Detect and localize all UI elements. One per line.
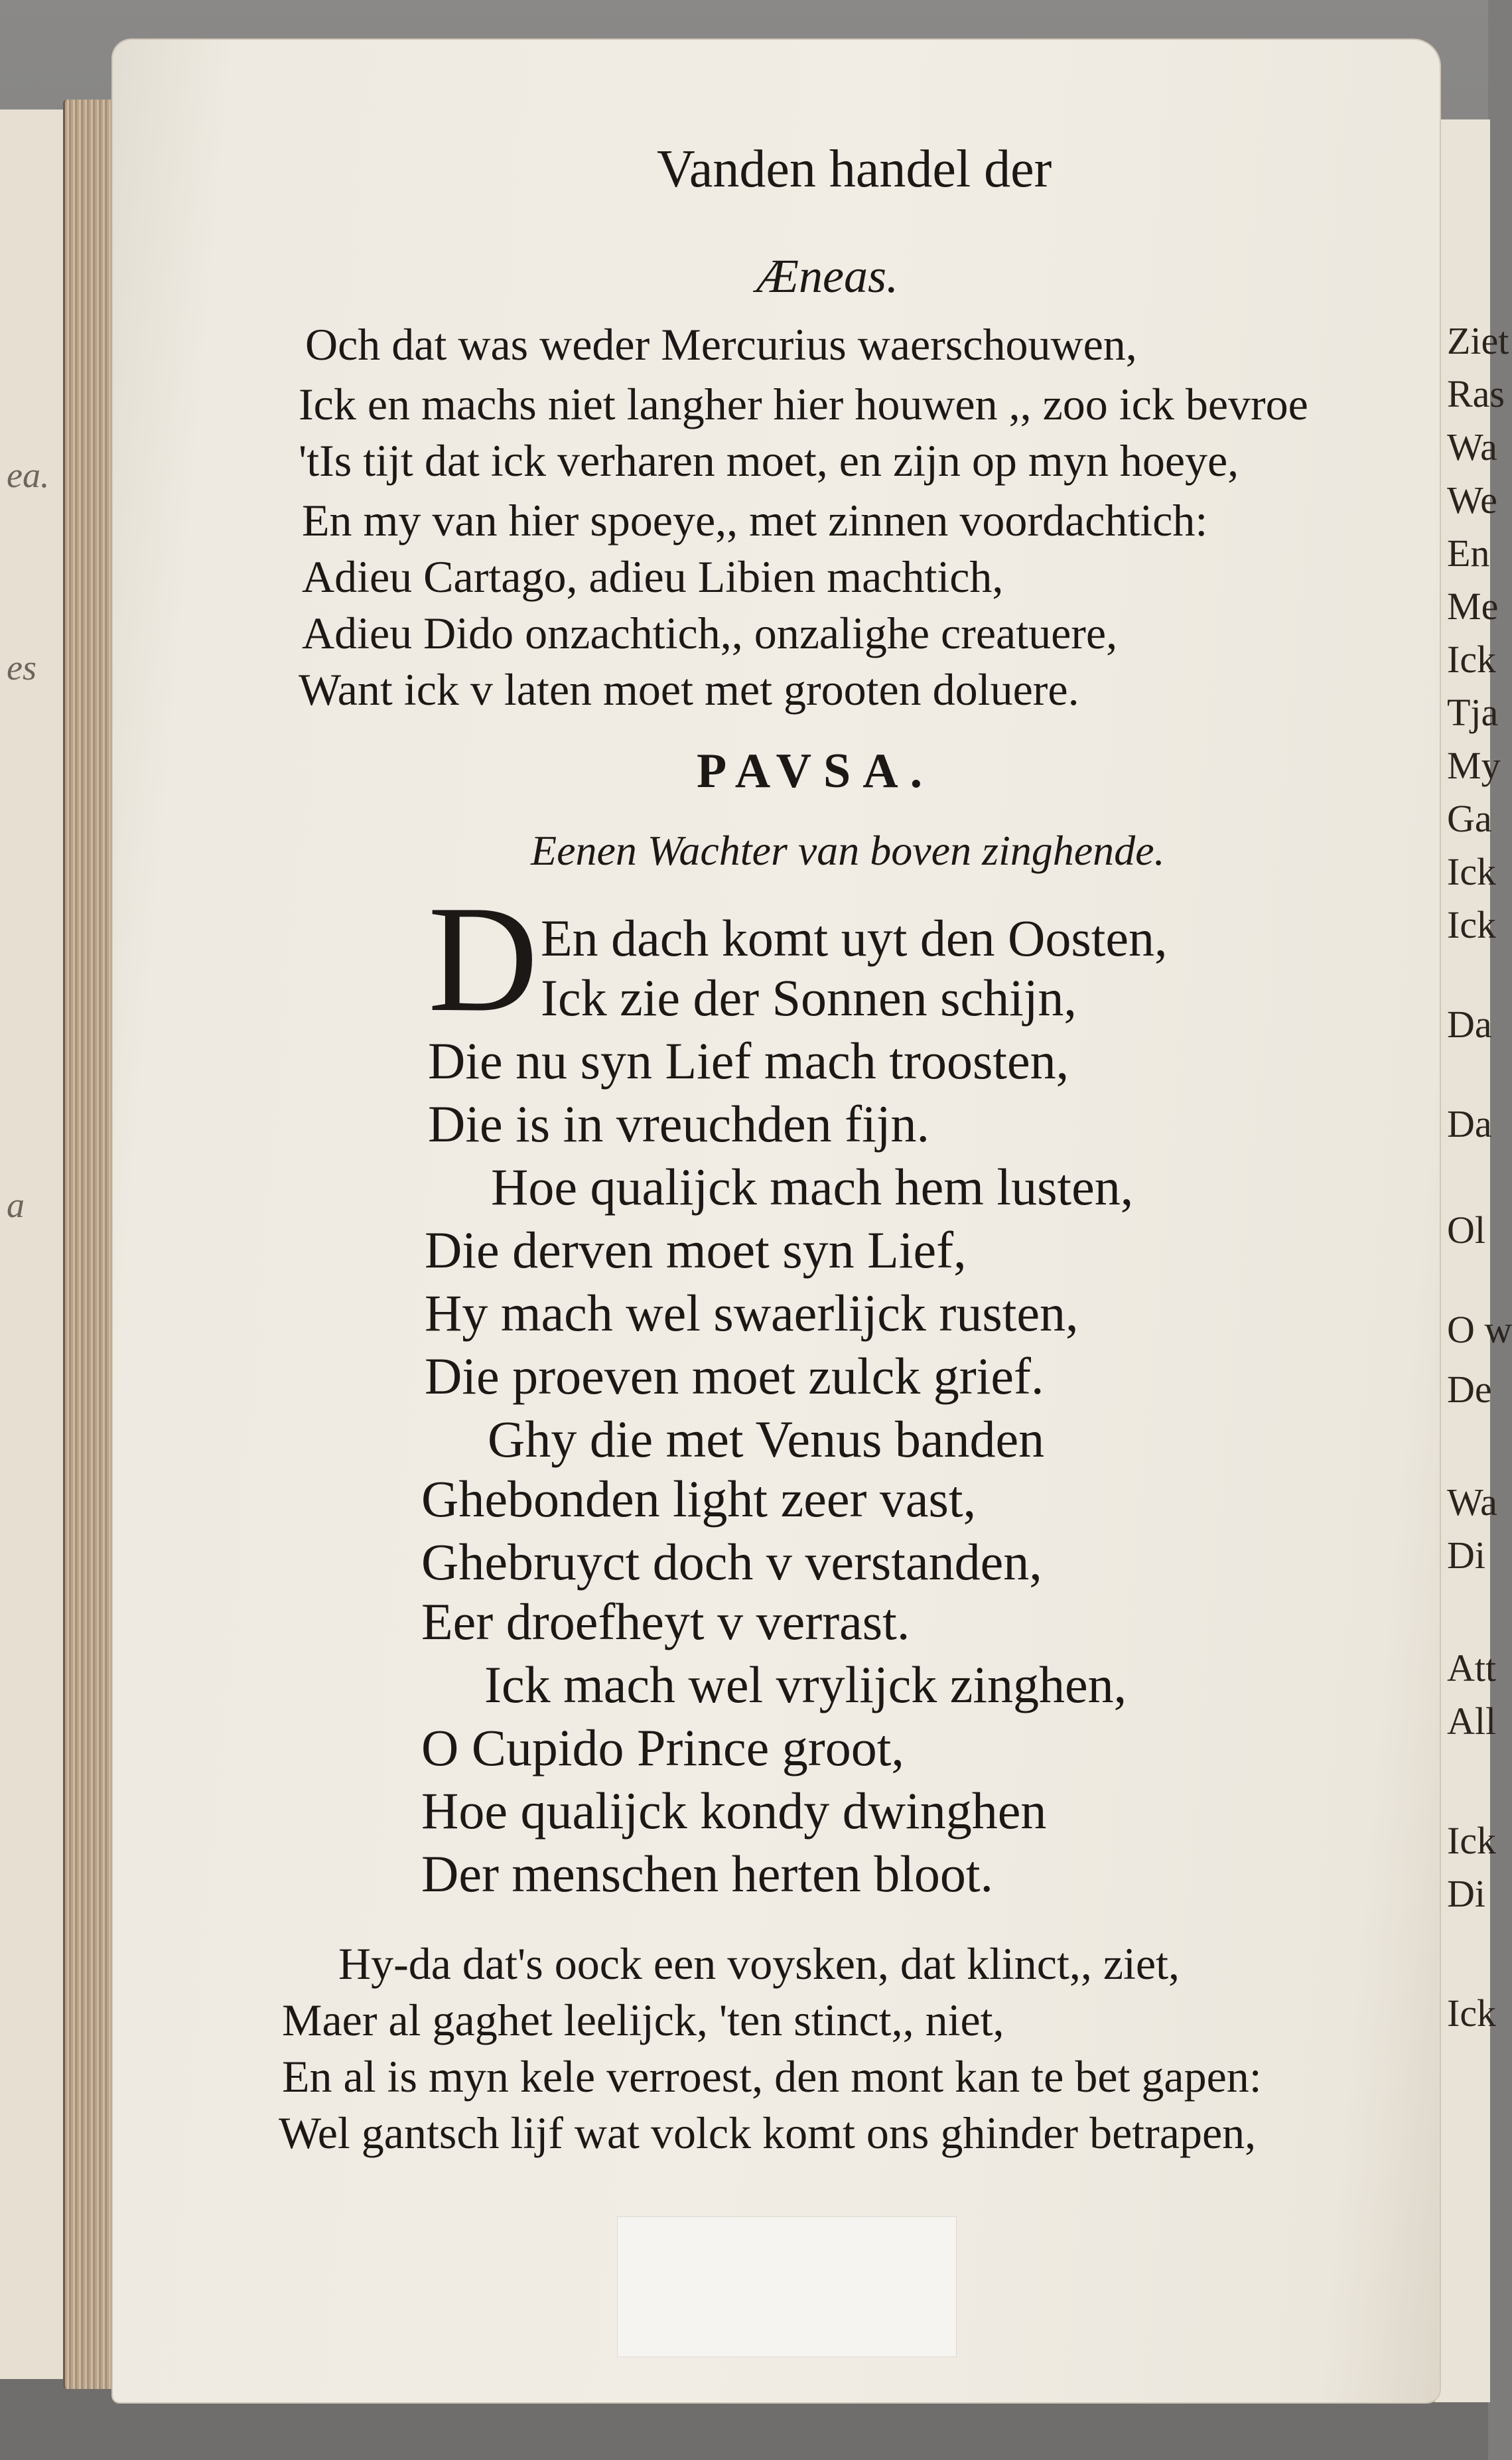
song-line: Ghy die met Venus banden: [488, 1410, 1045, 1468]
verse-line: 'tIs tijt dat ick verharen moet, en zijn op myn hoeye,: [299, 435, 1239, 486]
next-page-fragment: Ick: [1447, 1991, 1497, 2035]
next-page-fragment: My: [1447, 744, 1501, 787]
prev-fragment: es: [7, 648, 36, 687]
next-page-fragment: Ick: [1447, 1819, 1497, 1862]
next-page-fragment: Wa: [1447, 425, 1497, 469]
song-line: Ghebruyct doch v verstanden,: [421, 1533, 1042, 1591]
next-page-fragment: We: [1447, 478, 1497, 522]
next-page-edge: [1433, 119, 1512, 2402]
book-page: [113, 40, 1440, 2402]
next-page-fragment: Ick: [1447, 850, 1497, 893]
prev-fragment: a: [7, 1185, 25, 1225]
song-line: Die is in vreuchden fijn.: [428, 1095, 929, 1153]
speaker-pausa: PAVSA.: [697, 744, 935, 798]
next-page-fragment: O w: [1447, 1308, 1512, 1351]
running-header: Vanden handel der: [657, 140, 1052, 198]
next-page-fragment: Ol: [1447, 1208, 1485, 1252]
song-line: Ghebonden light zeer vast,: [421, 1470, 977, 1528]
next-page-fragment: Ick: [1447, 903, 1497, 946]
next-page-fragment: Ick: [1447, 638, 1497, 681]
next-page-fragment: De: [1447, 1368, 1492, 1411]
verse-line: Adieu Cartago, adieu Libien machtich,: [302, 551, 1004, 602]
verse-line: En my van hier spoeye,, met zinnen voordachtich:: [302, 495, 1208, 545]
verse-line: Adieu Dido onzachtich,, onzalighe creatuere,: [302, 608, 1118, 658]
next-page-fragment: Di: [1447, 1872, 1485, 1915]
song-line: O Cupido Prince groot,: [421, 1719, 904, 1776]
next-page-fragment: Ga: [1447, 797, 1492, 840]
next-page-fragment: Ras: [1447, 372, 1505, 415]
prev-fragment: ea.: [7, 455, 50, 495]
next-page-fragment: Att: [1447, 1646, 1497, 1690]
next-page-fragment: Di: [1447, 1534, 1485, 1577]
next-page-fragment: Ziet: [1447, 319, 1509, 362]
next-page-fragment: En: [1447, 532, 1490, 575]
song-line: Ick zie der Sonnen schijn,: [541, 969, 1077, 1027]
song-line: Hy mach wel swaerlijck rusten,: [425, 1284, 1079, 1342]
song-line: Eer droefheyt v verrast.: [421, 1593, 910, 1650]
song-line: Die derven moet syn Lief,: [425, 1221, 967, 1279]
verse-line: Och dat was weder Mercurius waerschouwen,: [305, 319, 1137, 370]
next-page-fragment: All: [1447, 1700, 1497, 1743]
speaker-aeneas: Æneas.: [756, 250, 898, 303]
next-page-fragment: Tja: [1447, 691, 1499, 734]
verse-line: Ick en machs niet langher hier houwen ,, zoo ick bevroe: [299, 379, 1308, 429]
verse-line: En al is myn kele verroest, den mont kan te bet gapen:: [282, 2051, 1262, 2102]
song-line: Die proeven moet zulck grief.: [425, 1347, 1044, 1405]
next-page-fragment: Wa: [1447, 1481, 1497, 1524]
verse-line: Maer al gaghet leelijck, 'ten stinct,, niet,: [282, 1995, 1004, 2045]
song-line: En dach komt uyt den Oosten,: [541, 909, 1168, 967]
song-line: Die nu syn Lief mach troosten,: [428, 1032, 1069, 1090]
blank-label-sticker: [617, 2216, 957, 2357]
song-subtitle: Eenen Wachter van boven zinghende.: [531, 827, 1165, 874]
song-line: Ick mach wel vrylijck zinghen,: [484, 1656, 1127, 1713]
verse-line: Wel gantsch lijf wat volck komt ons ghinder betrapen,: [279, 2108, 1257, 2158]
song-line: Hoe qualijck kondy dwinghen: [421, 1782, 1047, 1840]
verse-line: Hy-da dat's oock een voysken, dat klinct,, ziet,: [338, 1938, 1180, 1989]
next-page-fragment: Me: [1447, 585, 1499, 628]
drop-cap: D: [428, 874, 539, 1043]
next-page-fragment: Da: [1447, 1003, 1492, 1046]
next-page-fragment: Da: [1447, 1102, 1492, 1145]
verse-line: Want ick v laten moet met grooten doluere.: [299, 664, 1079, 715]
song-line: Hoe qualijck mach hem lusten,: [491, 1158, 1134, 1216]
song-line: Der menschen herten bloot.: [421, 1845, 994, 1903]
